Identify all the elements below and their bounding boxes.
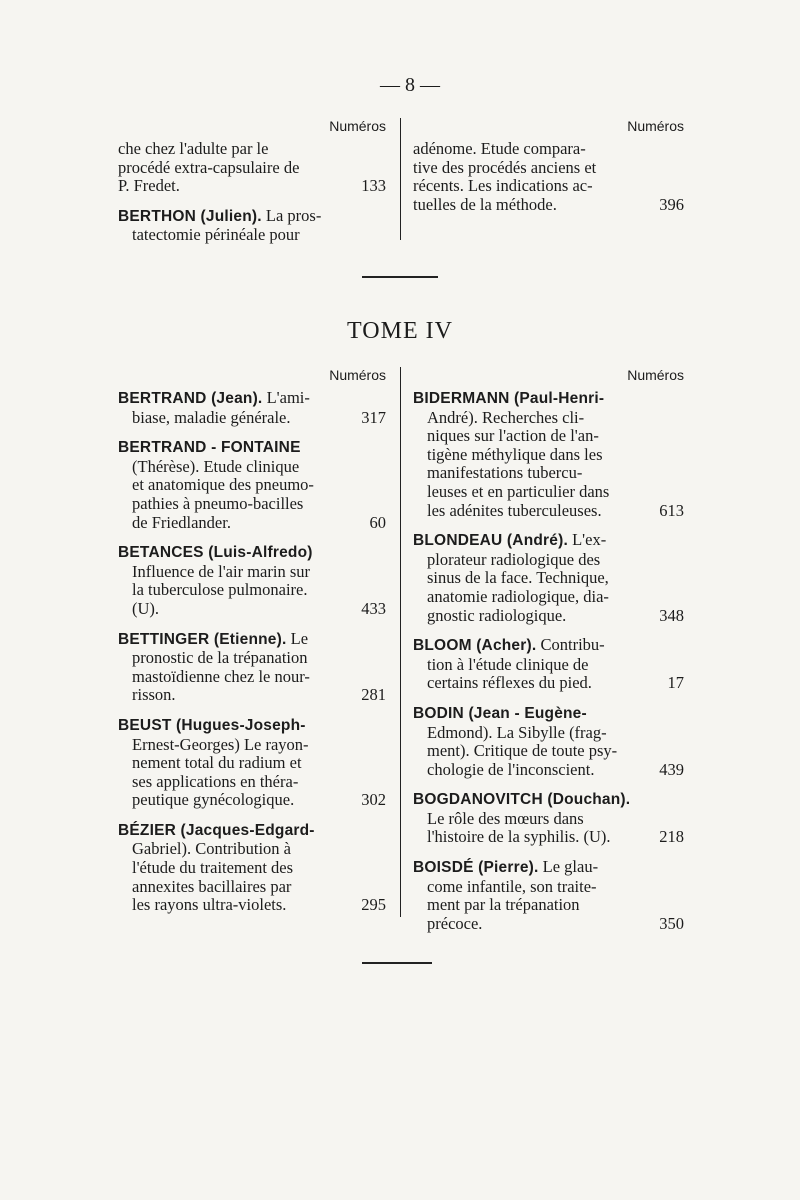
title-line [118, 600, 386, 619]
entries [118, 389, 386, 915]
title-text: et anatomique des pneumo- [132, 475, 314, 495]
entry-number: 613 [659, 500, 684, 520]
entry-first-line [118, 543, 386, 563]
title-line [413, 569, 684, 588]
title-text: les adénites tuberculeuses. [427, 500, 602, 520]
title-line [118, 859, 386, 878]
title-text: (Thérèse). Etude clinique [132, 456, 300, 476]
index-entry [118, 438, 386, 532]
title-line [413, 761, 684, 780]
title-text: L'ami- [262, 388, 310, 407]
index-entry [118, 821, 386, 915]
title-text: tive des procédés anciens et [413, 157, 597, 177]
title-text: peutique gynécologique. [132, 790, 295, 810]
title-text: Influence de l'air marin sur [132, 561, 310, 581]
title-text: ment). Critique de toute psy- [427, 741, 618, 761]
title-text: chologie de l'inconscient. [427, 759, 595, 779]
divider-rule [362, 276, 438, 278]
title-line [118, 668, 386, 687]
title-text: sinus de la face. Technique, [427, 568, 609, 588]
index-entry [118, 140, 386, 196]
author-name: BETTINGER (Etienne). [118, 630, 287, 648]
title-text: Contribu- [536, 635, 605, 655]
title-text: leuses et en particulier dans [427, 481, 610, 501]
title-text: pronostic de la trépanation [132, 648, 308, 668]
index-entry [118, 630, 386, 705]
entry-number: 433 [361, 598, 386, 618]
title-text: les rayons ultra-violets. [132, 895, 287, 915]
author-name: BOISDÉ (Pierre). [413, 859, 539, 877]
title-text: ment par la trépanation [427, 895, 580, 915]
title-text: P. Fredet. [118, 176, 180, 196]
title-line [118, 791, 386, 810]
entries [413, 140, 684, 214]
title-line [413, 446, 684, 465]
title-text: procédé extra-capsulaire de [118, 157, 300, 177]
title-text: Le rôle des mœurs dans [427, 808, 584, 828]
title-text: récents. Les indications ac- [413, 176, 593, 196]
entry-number: 295 [361, 895, 386, 915]
entries [413, 389, 684, 933]
title-text: manifestations tubercu- [427, 463, 583, 483]
author-name: BODIN (Jean - Eugène- [413, 704, 587, 722]
entry-number: 281 [361, 685, 386, 705]
entry-number: 302 [361, 790, 386, 810]
entry-first-line [413, 704, 684, 724]
title-text: Le [286, 628, 309, 648]
title-text: annexites bacillaires par [132, 876, 292, 896]
title-text: Le glau- [538, 857, 599, 877]
column-header: Numéros [627, 118, 684, 134]
entry-number: 396 [659, 194, 684, 214]
entry-number: 439 [659, 759, 684, 779]
title-text: adénome. Etude compara- [413, 139, 586, 158]
bottom-columns [110, 367, 690, 933]
entry-number: 317 [361, 407, 386, 427]
title-text: biase, maladie générale. [132, 407, 291, 427]
title-text: Edmond). La Sibylle (frag- [427, 722, 607, 742]
entry-number: 133 [361, 176, 386, 196]
title-text: l'histoire de la syphilis. (U). [427, 827, 611, 847]
index-entry [413, 531, 684, 625]
title-text: L'ex- [567, 530, 607, 550]
index-entry [413, 704, 684, 779]
divider-rule [362, 962, 432, 964]
title-line [413, 196, 684, 215]
title-line [118, 840, 386, 859]
author-name: BOGDANOVITCH (Douchan). [413, 791, 631, 809]
index-entry [118, 543, 386, 618]
title-text: Ernest-Georges) Le rayon- [132, 734, 309, 754]
title-text: che chez l'adulte par le [118, 139, 269, 158]
index-entry [413, 858, 684, 933]
section-title: TOME IV [347, 318, 453, 344]
entry-first-line [118, 716, 386, 736]
author-name: BLONDEAU (André). [413, 532, 568, 550]
title-line [118, 140, 386, 159]
column-header: Numéros [329, 118, 386, 134]
title-line [413, 140, 684, 159]
title-line [413, 409, 684, 428]
title-text: précoce. [427, 913, 483, 933]
author-name: BETANCES (Luis-Alfredo) [118, 544, 313, 562]
title-line [413, 177, 684, 196]
page-number: — 8 — [380, 74, 440, 96]
title-line [118, 514, 386, 533]
entry-first-line [413, 858, 684, 878]
title-line [118, 495, 386, 514]
author-name: BERTRAND - FONTAINE [118, 439, 301, 457]
title-text: certains réflexes du pied. [427, 673, 592, 693]
entries [118, 140, 386, 245]
index-entry [118, 207, 386, 245]
title-line [118, 773, 386, 792]
entry-number: 60 [369, 512, 386, 532]
title-line [413, 427, 684, 446]
title-line [118, 159, 386, 178]
title-line [413, 878, 684, 897]
title-line [413, 483, 684, 502]
entry-number: 218 [659, 827, 684, 847]
title-line [118, 563, 386, 582]
title-text: Gabriel). Contribution à [132, 839, 292, 859]
title-line [413, 915, 684, 934]
title-text: plorateur radiologique des [427, 549, 601, 569]
entry-first-line [118, 389, 386, 409]
bottom-left-column [110, 367, 400, 926]
author-name: BERTHON (Julien). [118, 207, 262, 225]
index-entry [413, 790, 684, 847]
author-name: BERTRAND (Jean). [118, 390, 263, 407]
top-left-column [110, 118, 400, 256]
title-line [118, 896, 386, 915]
title-line [118, 476, 386, 495]
title-text: tuelles de la méthode. [413, 194, 557, 214]
entry-first-line [413, 389, 684, 409]
title-line [413, 656, 684, 675]
title-text: tion à l'étude clinique de [427, 654, 589, 674]
title-text: come infantile, son traite- [427, 876, 597, 896]
column-header: Numéros [627, 367, 684, 383]
title-line [413, 464, 684, 483]
title-line [118, 458, 386, 477]
title-text: La pros- [261, 205, 322, 225]
title-line [413, 896, 684, 915]
index-entry [413, 636, 684, 693]
title-text: ses applications en théra- [132, 771, 299, 791]
index-entry [118, 716, 386, 810]
title-line [118, 649, 386, 668]
author-name: BLOOM (Acher). [413, 637, 537, 655]
entry-number: 348 [659, 605, 684, 625]
title-text: gnostic radiologique. [427, 605, 567, 625]
top-columns [110, 118, 690, 256]
title-text: (U). [132, 598, 160, 618]
entry-number: 350 [659, 913, 684, 933]
title-text: la tuberculose pulmonaire. [132, 580, 308, 600]
entry-first-line [413, 531, 684, 551]
entry-first-line [413, 636, 684, 656]
title-text: de Friedlander. [132, 512, 231, 532]
index-entry [413, 389, 684, 520]
title-line [118, 226, 386, 245]
index-entry [118, 389, 386, 427]
title-text: mastoïdienne chez le nour- [132, 666, 310, 686]
title-text: risson. [132, 685, 176, 705]
entry-first-line [413, 790, 684, 810]
title-line [413, 551, 684, 570]
author-name: BÉZIER (Jacques-Edgard- [118, 821, 315, 839]
title-line [413, 724, 684, 743]
title-line [413, 674, 684, 693]
title-text: niques sur l'action de l'an- [427, 426, 599, 446]
title-line [118, 878, 386, 897]
title-line [118, 581, 386, 600]
entry-first-line [118, 821, 386, 841]
index-entry [413, 140, 684, 214]
title-line [118, 409, 386, 428]
title-line [118, 686, 386, 705]
title-text: nement total du radium et [132, 753, 302, 773]
title-line [413, 607, 684, 626]
title-line [413, 502, 684, 521]
column-header: Numéros [329, 367, 386, 383]
bottom-right-column [400, 367, 690, 933]
title-line [118, 754, 386, 773]
entry-number: 17 [667, 673, 684, 693]
title-text: pathies à pneumo-bacilles [132, 493, 304, 513]
title-line [413, 810, 684, 829]
title-line [118, 736, 386, 755]
title-text: tatectomie périnéale pour [132, 225, 300, 245]
author-name: BIDERMANN (Paul-Henri- [413, 390, 605, 407]
author-name: BEUST (Hugues-Joseph- [118, 716, 306, 734]
title-text: l'étude du traitement des [132, 858, 294, 878]
top-right-column [400, 118, 690, 240]
title-line [413, 828, 684, 847]
title-text: anatomie radiologique, dia- [427, 586, 609, 606]
title-line [413, 588, 684, 607]
entry-first-line [118, 438, 386, 458]
title-text: tigène méthylique dans les [427, 444, 603, 464]
title-line [413, 159, 684, 178]
title-line [413, 742, 684, 761]
entry-first-line [118, 630, 386, 650]
title-line [118, 177, 386, 196]
entry-first-line [118, 207, 386, 227]
title-text: André). Recherches cli- [427, 407, 585, 427]
